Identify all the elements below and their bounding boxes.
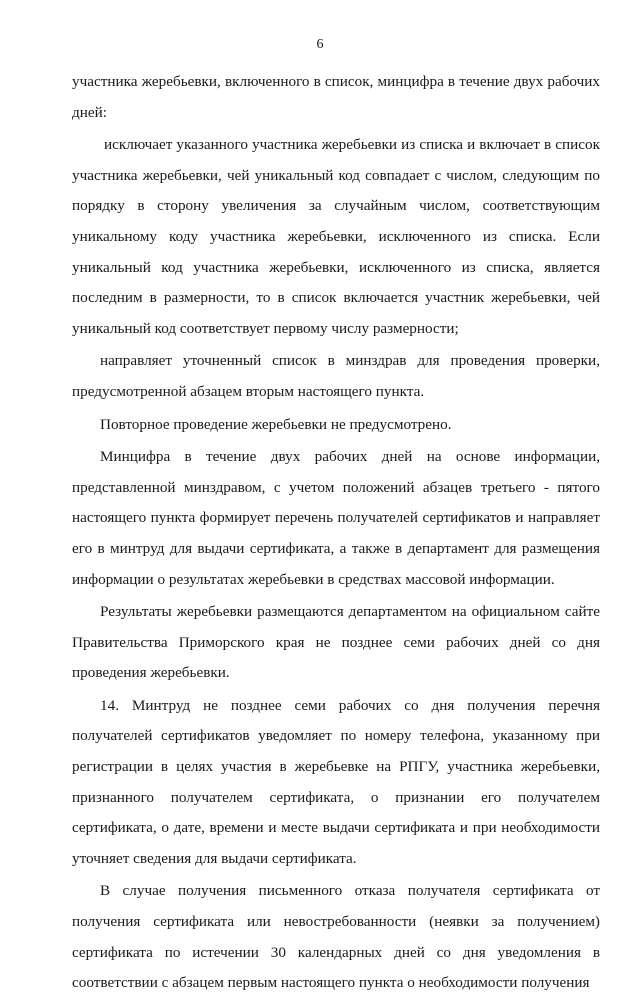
document-body <box>72 67 600 1001</box>
paragraph-no-repeat: Повторное проведение жеребьевки не предусмотрено. <box>100 415 452 433</box>
paragraph-send-list: направляет уточненный список в минздрав для проведения проверки, предусмотренной абзацем вторым настоящего пункта. <box>72 352 600 400</box>
page-number: 6 <box>316 37 324 52</box>
paragraph-item-14: 14. Минтруд не позднее семи рабочих со дня получения перечня получателей сертификатов уведомляет по номеру телефона, указанному при регистрации в целях участия в жеребьевке на РПГУ, участника жеребьевки, признанного получателем сертификата, о признании его получателем сертификата, о дате, времени и месте выдачи сертификата и при необходимости уточняет сведения для выдачи сертификата. <box>72 696 600 867</box>
paragraph-recipients-list: Минцифра в течение двух рабочих дней на основе информации, представленной минздравом, с учетом положений абзацев третьего - пятого настоящего пункта формирует перечень получателей сертификатов и направляет его в минтруд для выдачи сертификата, а также в департамент для размещения информации о результатах жеребьевки в средствах массовой информации. <box>72 448 600 588</box>
paragraph-exclusion-rule: исключает указанного участника жеребьевки из списка и включает в список участника жеребьевки, чей уникальный код совпадает с числом, следующим по порядку в сторону увеличения за случайным числом, соответствующим уникальному коду участника жеребьевки, исключенного из списка. Если уникальный код участника жеребьевки, исключенного из списка, является последним в размерности, то в список включается участник жеребьевки, чей уникальный код соответствует первому числу размерности; <box>72 136 600 337</box>
paragraph-results-publication: Результаты жеребьевки размещаются департаментом на официальном сайте Правительства Приморского края не позднее семи рабочих дней со дня проведения жеребьевки. <box>72 603 600 682</box>
paragraph-refusal-case: В случае получения письменного отказа получателя сертификата от получения сертификата или невостребованности (неявки за получением) сертификата по истечении 30 календарных дней со дня уведомления в соответствии с абзацем первым настоящего пункта о необходимости получения <box>72 882 600 992</box>
paragraph-continuation: участника жеребьевки, включенного в список, минцифра в течение двух рабочих дней: <box>72 73 600 121</box>
